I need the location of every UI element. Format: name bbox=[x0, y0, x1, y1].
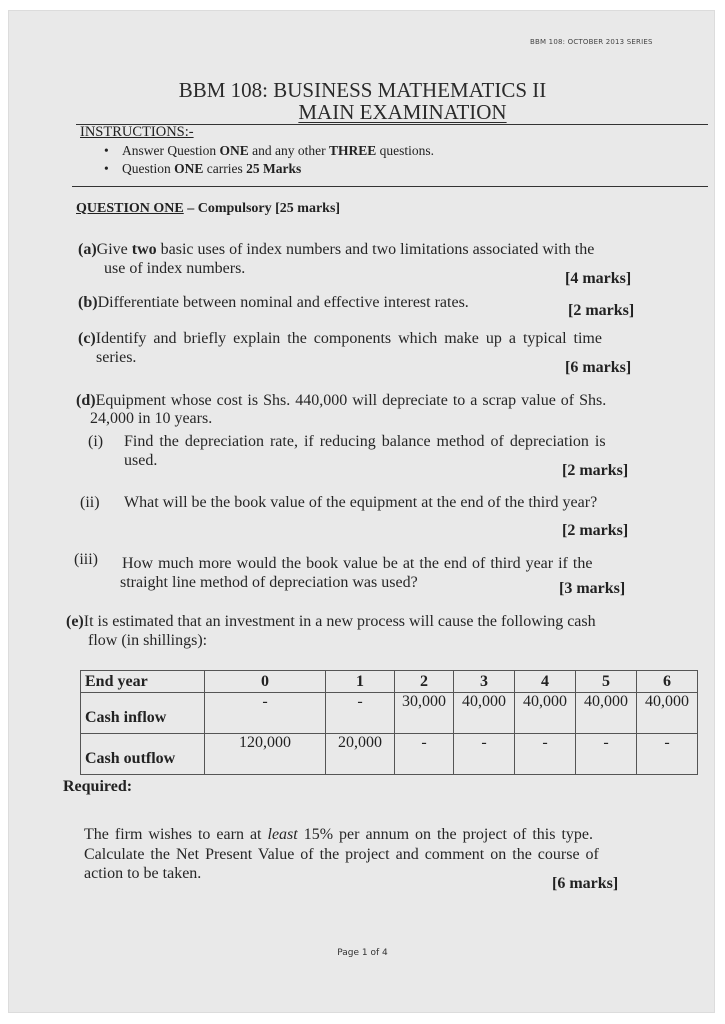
table-cell: - bbox=[326, 693, 395, 734]
table-cell: 40,000 bbox=[637, 693, 698, 734]
table-header-row bbox=[81, 671, 698, 693]
bullet-icon: • bbox=[104, 143, 109, 158]
part-d-ii-marks: [2 marks] bbox=[562, 522, 629, 539]
part-b-marks: [2 marks] bbox=[568, 302, 635, 319]
header-cell: 1 bbox=[326, 671, 395, 693]
part-d-i-marks: [2 marks] bbox=[562, 462, 629, 479]
question-one-heading: QUESTION ONE – Compulsory [25 marks] bbox=[76, 201, 341, 216]
part-d-ii-label: (ii) bbox=[80, 494, 100, 511]
row-label: Cash outflow bbox=[81, 734, 205, 775]
part-c-line2: series. bbox=[96, 349, 137, 366]
table-cell: 120,000 bbox=[205, 734, 326, 775]
part-d-i-label: (i) bbox=[88, 433, 104, 450]
part-d-iii-text: How much more would the book value be at the end of third year if the bbox=[122, 555, 593, 572]
header-cell: 5 bbox=[576, 671, 637, 693]
table-cell: 40,000 bbox=[454, 693, 515, 734]
table-cell: 40,000 bbox=[515, 693, 576, 734]
table-cell: - bbox=[454, 734, 515, 775]
header-cell: 4 bbox=[515, 671, 576, 693]
exam-subtitle: MAIN EXAMINATION bbox=[298, 100, 507, 124]
required-line2: Calculate the Net Present Value of the project and comment on the course of bbox=[84, 846, 599, 863]
part-d-iii-line2: straight line method of depreciation was used? bbox=[120, 574, 418, 591]
table-cell: - bbox=[576, 734, 637, 775]
instructions-heading: INSTRUCTIONS:- bbox=[80, 124, 194, 140]
part-b: (b)Differentiate between nominal and effective interest rates. bbox=[78, 294, 469, 311]
part-e-line2: flow (in shillings): bbox=[88, 632, 208, 649]
part-c: (c)Identify and briefly explain the components which make up a typical time bbox=[78, 330, 602, 347]
required-line1: The firm wishes to earn at least 15% per annum on the project of this type. bbox=[84, 826, 593, 843]
table-row bbox=[81, 734, 698, 775]
table-cell: 40,000 bbox=[576, 693, 637, 734]
part-a-line2: use of index numbers. bbox=[104, 260, 246, 277]
page-number: Page 1 of 4 bbox=[337, 948, 388, 958]
table-cell: 30,000 bbox=[395, 693, 454, 734]
part-d-line2: 24,000 in 10 years. bbox=[90, 410, 213, 427]
required-heading: Required: bbox=[63, 778, 133, 795]
cash-flow-table bbox=[80, 670, 698, 775]
part-e: (e)It is estimated that an investment in a new process will cause the following cash bbox=[66, 613, 596, 630]
header-cell: 3 bbox=[454, 671, 515, 693]
table-cell: 20,000 bbox=[326, 734, 395, 775]
table-row bbox=[81, 693, 698, 734]
header-cell: 0 bbox=[205, 671, 326, 693]
instruction-item: • Answer Question ONE and any other THREE questions. bbox=[104, 143, 435, 158]
part-d: (d)Equipment whose cost is Shs. 440,000 will depreciate to a scrap value of Shs. bbox=[76, 392, 607, 409]
bullet-icon: • bbox=[104, 161, 109, 176]
exam-title: BBM 108: BUSINESS MATHEMATICS II bbox=[178, 78, 547, 102]
part-d-ii-text: What will be the book value of the equipment at the end of the third year? bbox=[124, 494, 598, 511]
header-cell: 2 bbox=[395, 671, 454, 693]
header-cell: 6 bbox=[637, 671, 698, 693]
part-d-iii-label: (iii) bbox=[74, 551, 98, 568]
header-cell: End year bbox=[81, 671, 205, 693]
table-cell: - bbox=[395, 734, 454, 775]
running-head: BBM 108: OCTOBER 2013 SERIES bbox=[530, 38, 653, 46]
row-label: Cash inflow bbox=[81, 693, 205, 734]
required-line3: action to be taken. bbox=[84, 865, 202, 882]
table-cell: - bbox=[205, 693, 326, 734]
instruction-item: • Question ONE carries 25 Marks bbox=[104, 161, 302, 176]
part-d-i-text: Find the depreciation rate, if reducing balance method of depreciation is bbox=[124, 433, 606, 450]
table-cell: - bbox=[515, 734, 576, 775]
instructions-rule bbox=[72, 186, 708, 187]
part-a-marks: [4 marks] bbox=[565, 270, 632, 287]
part-e-marks: [6 marks] bbox=[552, 875, 619, 892]
part-c-marks: [6 marks] bbox=[565, 359, 632, 376]
table-cell: - bbox=[637, 734, 698, 775]
part-a: (a)Give two basic uses of index numbers and two limitations associated with the bbox=[78, 241, 595, 258]
part-d-i-line2: used. bbox=[124, 452, 158, 469]
part-d-iii-marks: [3 marks] bbox=[559, 580, 626, 597]
